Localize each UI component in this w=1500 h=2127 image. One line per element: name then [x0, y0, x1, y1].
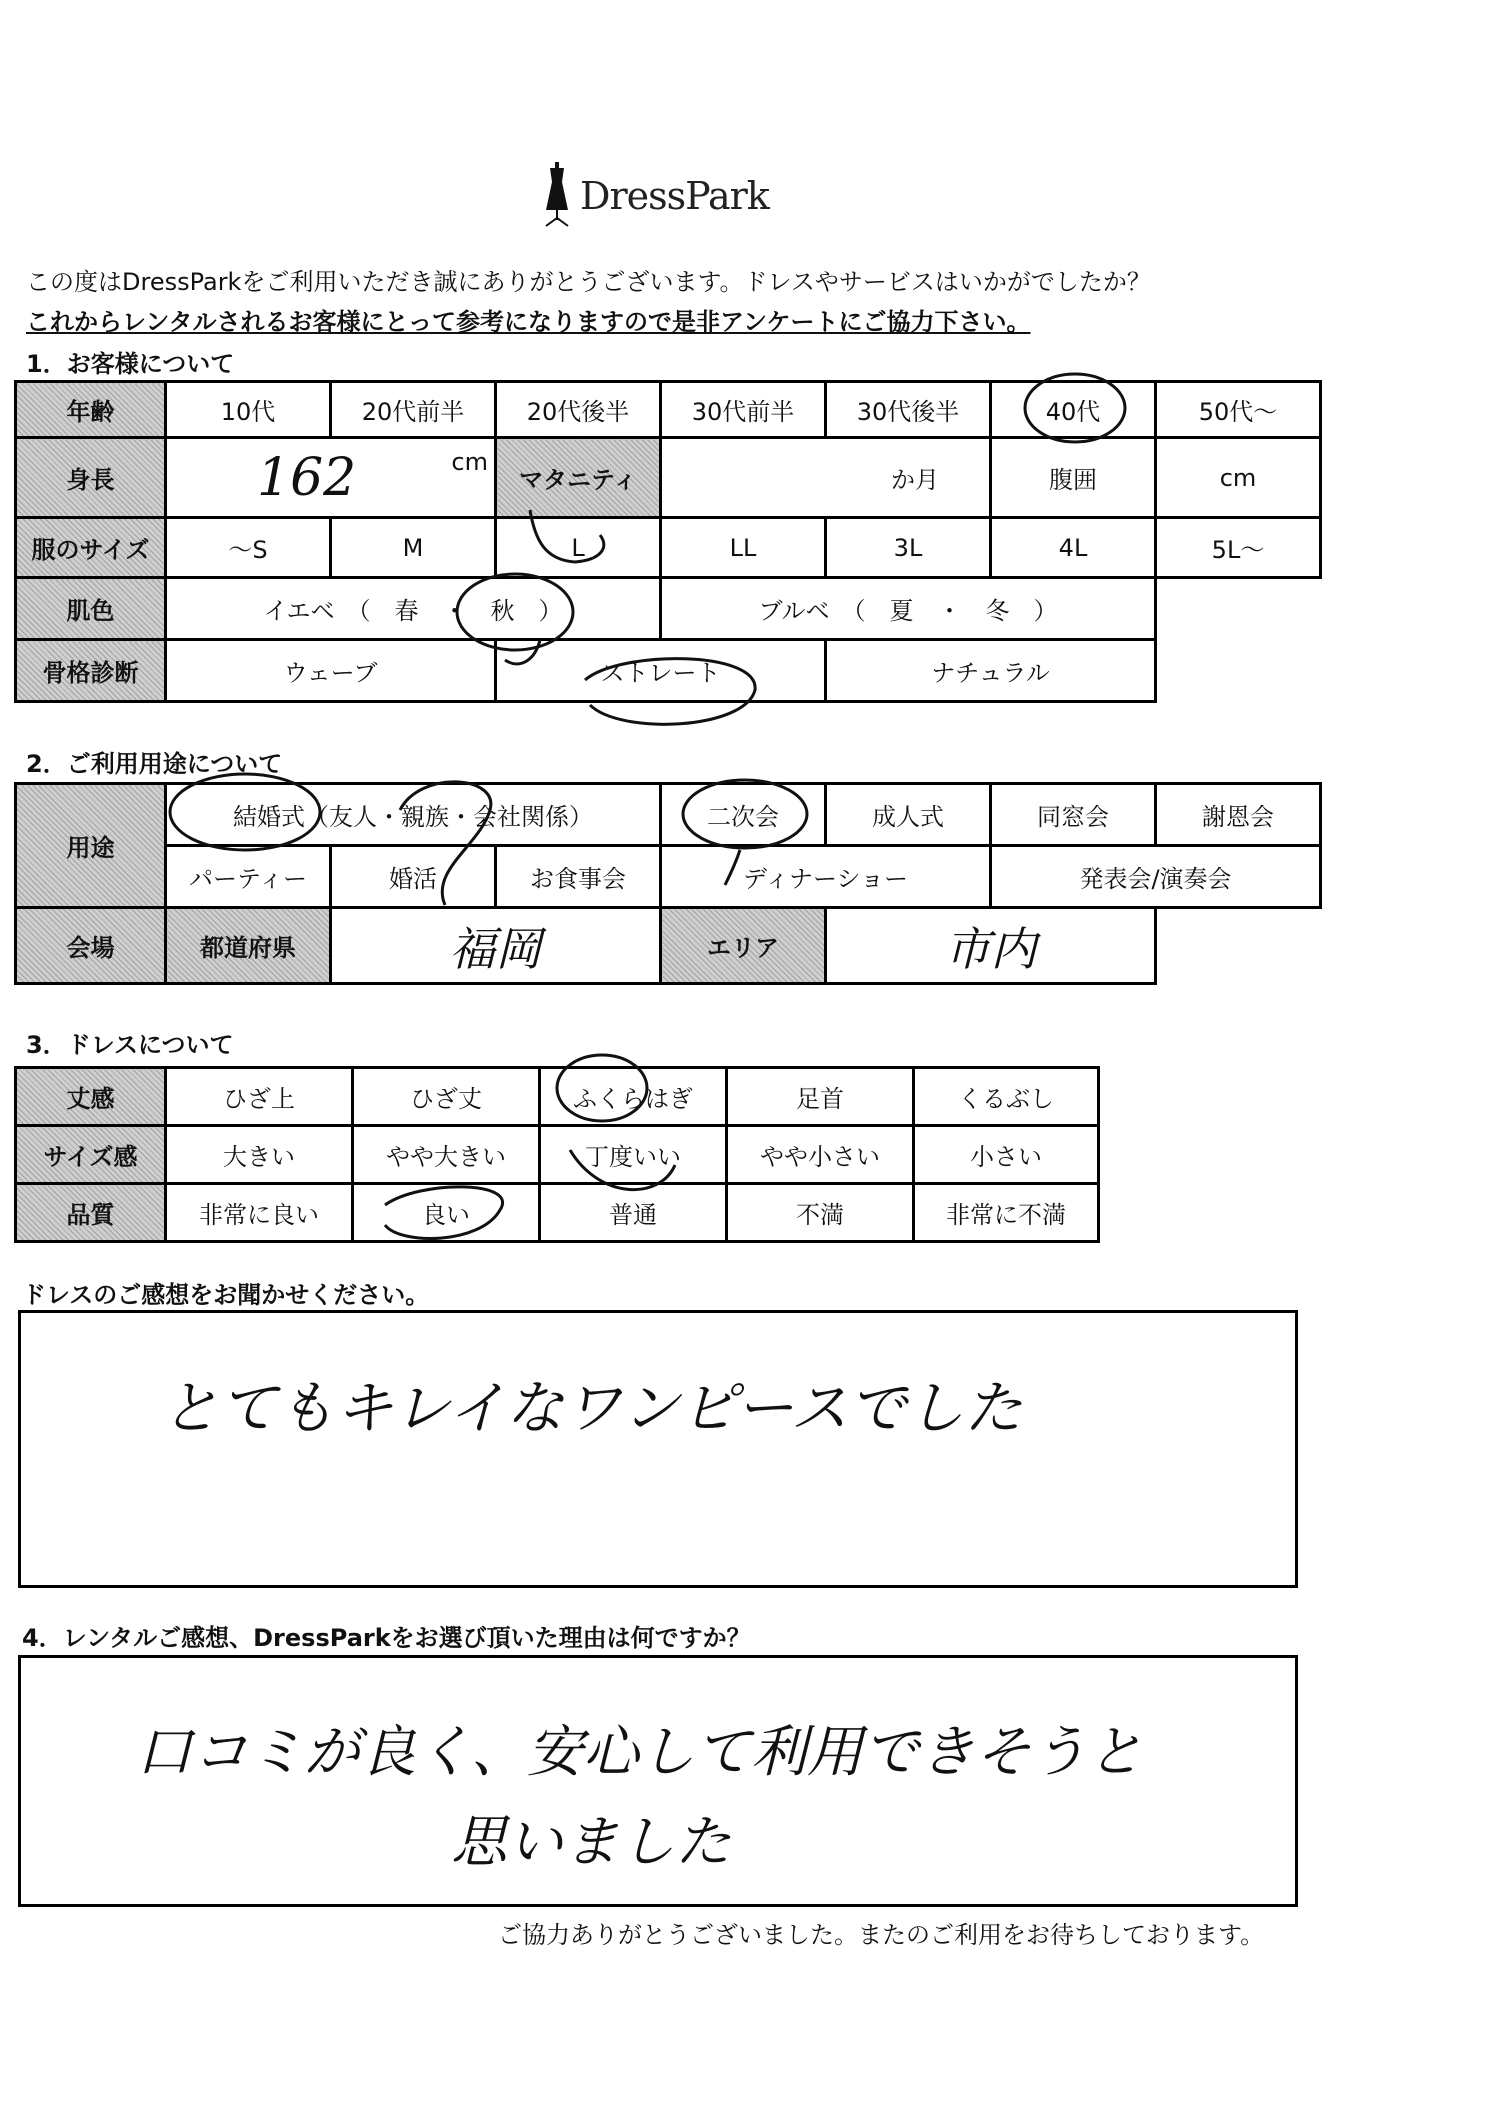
area-label: エリア: [661, 908, 826, 984]
size-option-selected[interactable]: L: [496, 518, 661, 578]
purpose-table: [14, 782, 1322, 985]
age-option[interactable]: 20代前半: [331, 382, 496, 438]
age-option[interactable]: 30代前半: [661, 382, 826, 438]
purpose-party-option[interactable]: パーティー: [166, 846, 331, 908]
quality-option[interactable]: 普通: [540, 1184, 727, 1242]
purpose-dinner-option[interactable]: お食事会: [496, 846, 661, 908]
purpose-coming-of-age-option[interactable]: 成人式: [826, 784, 991, 846]
purpose-reunion-option[interactable]: 同窓会: [991, 784, 1156, 846]
waist-unit: cm: [1219, 463, 1257, 492]
age-option[interactable]: 50代〜: [1156, 382, 1321, 438]
maternity-unit: か月: [891, 466, 939, 494]
fit-label: サイズ感: [16, 1126, 166, 1184]
maternity-label: マタニティ: [496, 438, 661, 518]
fit-option[interactable]: 小さい: [914, 1126, 1099, 1184]
fit-option[interactable]: やや大きい: [353, 1126, 540, 1184]
reason-answer-line-1: 口コミが良く、安心して利用できそうと: [136, 1720, 1143, 1785]
frame-option[interactable]: ウェーブ: [166, 640, 496, 702]
frame-label: 骨格診断: [16, 640, 166, 702]
fit-option[interactable]: やや小さい: [727, 1126, 914, 1184]
age-option[interactable]: 10代: [166, 382, 331, 438]
logo-text: DressPark: [580, 174, 769, 218]
area-value: 市内: [944, 921, 1037, 976]
frame-option[interactable]: ナチュラル: [826, 640, 1156, 702]
age-option[interactable]: 30代後半: [826, 382, 991, 438]
prefecture-label: 都道府県: [166, 908, 331, 984]
quality-label: 品質: [16, 1184, 166, 1242]
customer-table: [14, 380, 1322, 703]
height-field[interactable]: [166, 438, 496, 518]
fit-option[interactable]: 大きい: [166, 1126, 353, 1184]
quality-option-selected[interactable]: 良い: [353, 1184, 540, 1242]
impression-answer: とてもキレイなワンピースでした: [161, 1374, 1023, 1442]
quality-option[interactable]: 非常に良い: [166, 1184, 353, 1242]
impression-answer-box[interactable]: [18, 1310, 1298, 1588]
venue-label: 会場: [16, 908, 166, 984]
length-label: 丈感: [16, 1068, 166, 1126]
age-label: 年齢: [16, 382, 166, 438]
section3-title: 3．ドレスについて: [26, 1031, 234, 1059]
size-option[interactable]: 5L〜: [1156, 518, 1321, 578]
waist-field[interactable]: [1156, 438, 1321, 518]
size-option[interactable]: M: [331, 518, 496, 578]
section4-title: 4．レンタルご感想、DressParkをお選び頂いた理由は何ですか？: [22, 1624, 751, 1652]
height-label: 身長: [16, 438, 166, 518]
prefecture-value: 福岡: [449, 921, 542, 976]
purpose-afterparty-option[interactable]: 二次会: [661, 784, 826, 846]
skin-warm-option[interactable]: イエベ （ 春 ・ 秋 ）: [166, 578, 661, 640]
purpose-wedding-option[interactable]: 結婚式（友人・親族・会社関係）: [166, 784, 661, 846]
age-option-selected[interactable]: 40代: [991, 382, 1156, 438]
skin-cool-option[interactable]: ブルベ （ 夏 ・ 冬 ）: [661, 578, 1156, 640]
size-option[interactable]: LL: [661, 518, 826, 578]
purpose-dinnershow-option[interactable]: ディナーショー: [661, 846, 991, 908]
length-option-selected[interactable]: ふくらはぎ: [540, 1068, 727, 1126]
height-unit: cm: [451, 447, 488, 476]
purpose-label: 用途: [16, 784, 166, 908]
area-field[interactable]: [826, 908, 1156, 984]
age-option[interactable]: 20代後半: [496, 382, 661, 438]
impression-prompt: ドレスのご感想をお聞かせください。: [22, 1281, 430, 1309]
frame-option-selected[interactable]: ストレート: [496, 640, 826, 702]
dress-form-icon: [540, 160, 574, 228]
quality-option[interactable]: 不満: [727, 1184, 914, 1242]
length-option[interactable]: ひざ上: [166, 1068, 353, 1126]
size-option[interactable]: 4L: [991, 518, 1156, 578]
reason-answer-box[interactable]: [18, 1655, 1298, 1907]
maternity-field[interactable]: [661, 438, 991, 518]
length-option[interactable]: 足首: [727, 1068, 914, 1126]
length-option[interactable]: ひざ丈: [353, 1068, 540, 1126]
size-option[interactable]: 〜S: [166, 518, 331, 578]
waist-label: 腹囲: [991, 438, 1156, 518]
dress-table: [14, 1066, 1100, 1243]
quality-option[interactable]: 非常に不満: [914, 1184, 1099, 1242]
intro-line-2: これからレンタルされるお客様にとって参考になりますので是非アンケートにご協力下さい。: [26, 308, 1031, 336]
size-option[interactable]: 3L: [826, 518, 991, 578]
intro-line-1: この度はDressParkをご利用いただき誠にありがとうございます。ドレスやサービスはいかがでしたか？: [26, 268, 1151, 296]
length-option[interactable]: くるぶし: [914, 1068, 1099, 1126]
reason-answer-line-2: 思いました: [451, 1810, 731, 1875]
fit-option-selected[interactable]: 丁度いい: [540, 1126, 727, 1184]
purpose-thanks-party-option[interactable]: 謝恩会: [1156, 784, 1321, 846]
height-value: 162: [257, 447, 357, 508]
section2-title: 2．ご利用用途について: [26, 750, 283, 778]
prefecture-field[interactable]: [331, 908, 661, 984]
section1-title: 1．お客様について: [26, 350, 235, 378]
skin-label: 肌色: [16, 578, 166, 640]
closing-message: ご協力ありがとうございました。またのご利用をお待ちしております。: [498, 1921, 1265, 1949]
purpose-konkatsu-option[interactable]: 婚活: [331, 846, 496, 908]
purpose-recital-option[interactable]: 発表会/演奏会: [991, 846, 1321, 908]
dresspark-logo: [540, 160, 780, 230]
size-label: 服のサイズ: [16, 518, 166, 578]
